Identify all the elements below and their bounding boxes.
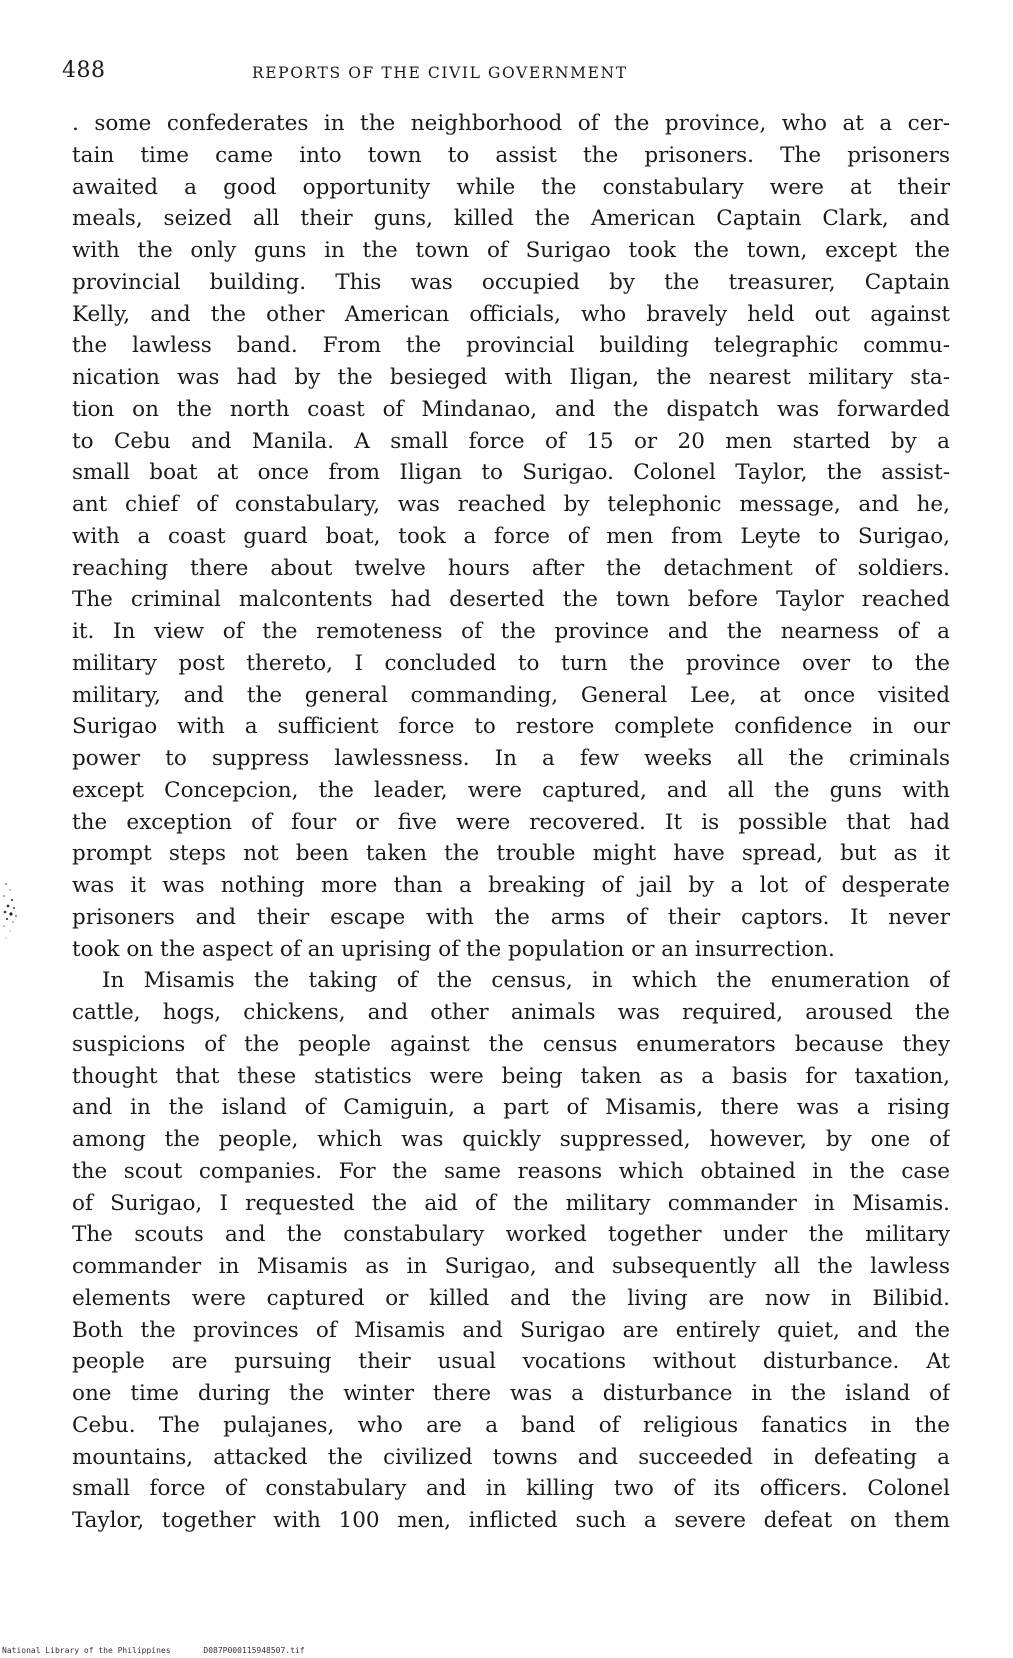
text-line: tion on the north coast of Mindanao, and the dispatch was forwarded <box>72 396 950 422</box>
text-line: reaching there about twelve hours after the detachment of soldiers. <box>72 555 950 581</box>
text-line: mountains, attacked the civilized towns and succeeded in defeating a <box>72 1444 950 1470</box>
text-line: Both the provinces of Misamis and Surigao are entirely quiet, and the <box>72 1317 950 1343</box>
text-line: to Cebu and Manila. A small force of 15 or 20 men started by a <box>72 428 950 454</box>
text-line: In Misamis the taking of the census, in which the enumeration of <box>102 968 950 994</box>
text-line: was it was nothing more than a breaking of jail by a lot of desperate <box>72 873 950 898</box>
text-line: suspicions of the people against the census enumerators because they <box>72 1031 950 1057</box>
text-line: took on the aspect of an uprising of the population or an insurrection. <box>72 936 835 962</box>
text-line: the exception of four or five were recovered. It is possible that had <box>72 809 950 835</box>
margin-speckle <box>0 876 22 946</box>
text-line: The scouts and the constabulary worked together under the military <box>72 1222 950 1248</box>
text-line: Taylor, together with 100 men, inflicted such a severe defeat on them <box>72 1508 950 1533</box>
footer-file-id: D087P000115948507.tif <box>203 1646 305 1655</box>
body-text <box>72 108 950 1537</box>
footer-library: National Library of the Philippines <box>2 1646 171 1655</box>
text-line: small boat at once from Iligan to Surigao. Colonel Taylor, the assist- <box>72 460 950 486</box>
text-line: commander in Misamis as in Surigao, and subsequently all the lawless <box>72 1254 950 1279</box>
text-line: provincial building. This was occupied by the treasurer, Captain <box>72 269 950 295</box>
text-line: military, and the general commanding, General Lee, at once visited <box>72 682 950 708</box>
text-line: with a coast guard boat, took a force of men from Leyte to Surigao, <box>72 523 950 549</box>
text-line: Cebu. The pulajanes, who are a band of religious fanatics in the <box>72 1412 950 1438</box>
text-line: nication was had by the besieged with Iligan, the nearest military sta- <box>72 365 950 390</box>
text-line: thought that these statistics were being taken as a basis for taxation, <box>72 1063 950 1089</box>
text-line: with the only guns in the town of Surigao took the town, except the <box>72 238 950 263</box>
text-line: tain time came into town to assist the prisoners. The prisoners <box>72 142 950 168</box>
text-line: ant chief of constabulary, was reached by telephonic message, and he, <box>72 492 950 517</box>
text-line: it. In view of the remoteness of the province and the nearness of a <box>72 619 950 644</box>
text-line: one time during the winter there was a disturbance in the island of <box>72 1381 950 1406</box>
text-line: except Concepcion, the leader, were captured, and all the guns with <box>72 777 950 803</box>
text-line: military post thereto, I concluded to turn the province over to the <box>72 650 950 676</box>
text-line: among the people, which was quickly suppressed, however, by one of <box>72 1127 950 1152</box>
text-line: small force of constabulary and in killing two of its officers. Colonel <box>72 1476 950 1502</box>
text-line: the scout companies. For the same reasons which obtained in the case <box>72 1158 950 1184</box>
text-line: . some confederates in the neighborhood of the province, who at a cer- <box>72 111 950 136</box>
text-line: the lawless band. From the provincial building telegraphic commu- <box>72 333 950 359</box>
text-line: cattle, hogs, chickens, and other animals was required, aroused the <box>72 1000 950 1025</box>
text-line: The criminal malcontents had deserted the town before Taylor reached <box>72 587 950 613</box>
text-line: awaited a good opportunity while the constabulary were at their <box>72 174 950 200</box>
text-line: and in the island of Camiguin, a part of Misamis, there was a rising <box>72 1095 950 1121</box>
text-line: prisoners and their escape with the arms of their captors. It never <box>72 904 950 930</box>
text-line: people are pursuing their usual vocations without disturbance. At <box>72 1349 950 1375</box>
text-line: of Surigao, I requested the aid of the military commander in Misamis. <box>72 1190 950 1216</box>
page-number: 488 <box>62 58 106 83</box>
text-line: prompt steps not been taken the trouble might have spread, but as it <box>72 841 950 867</box>
running-head: REPORTS OF THE CIVIL GOVERNMENT <box>252 64 628 82</box>
text-line: Kelly, and the other American officials, who bravely held out against <box>72 301 950 327</box>
text-line: Surigao with a sufficient force to restore complete confidence in our <box>72 714 950 740</box>
text-line: elements were captured or killed and the living are now in Bilibid. <box>72 1285 950 1311</box>
scan-footer <box>2 1646 333 1655</box>
text-line: power to suppress lawlessness. In a few weeks all the criminals <box>72 746 950 771</box>
text-line: meals, seized all their guns, killed the American Captain Clark, and <box>72 206 950 232</box>
